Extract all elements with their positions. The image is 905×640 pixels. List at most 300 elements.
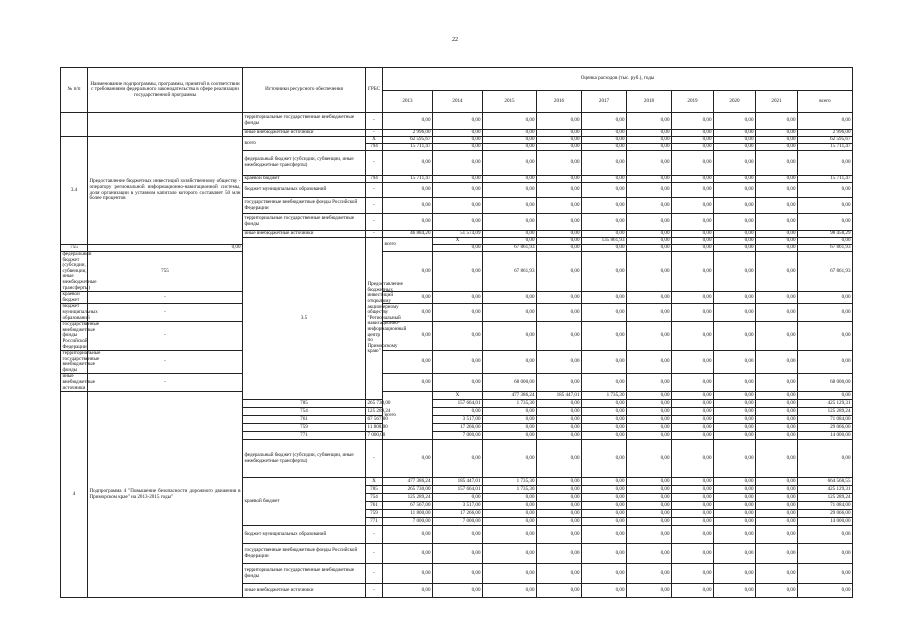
value-cell: 11 800,00 [367,423,388,430]
grbs-cell: X [433,238,483,245]
source-label: государственные внебюджетные фонды Российской Федерации [62,321,100,350]
value-cell: 0,00 [483,198,537,214]
value-cell: 0,00 [483,408,537,416]
row-number [61,113,88,137]
page-number: 22 [452,37,458,43]
value-cell: 0,00 [627,440,672,478]
value-cell: 11 800,00 [383,510,433,518]
value-cell: 0,00 [756,176,798,183]
value-cell: 0,00 [756,245,798,252]
value-cell: 0,00 [714,502,756,510]
table-row [61,322,853,351]
value-cell: 0,00 [582,584,627,598]
value-cell: 17 266,00 [433,510,483,518]
value-cell: 0,00 [672,564,714,584]
value-cell: 0,00 [672,502,714,510]
value-cell: 0,00 [714,416,756,424]
value-cell: 0,00 [383,113,433,130]
value-cell: 0,00 [627,292,672,304]
value-cell: 0,00 [627,510,672,518]
year-header: 2018 [627,91,672,113]
value-cell: 0,00 [627,416,672,424]
value-cell: 0,00 [582,130,627,137]
value-cell: 0,00 [433,151,483,176]
value-cell: 0,00 [627,322,672,351]
total-cell: 71 084,00 [798,502,853,510]
grbs-cell: 785 [366,486,383,494]
value-cell: 0,00 [537,292,582,304]
value-cell: 0,00 [433,137,483,144]
value-cell: 0,00 [714,408,756,416]
value-cell: 0,00 [582,526,627,544]
value-cell: 125 289,24 [383,494,433,502]
total-cell: 0,00 [798,351,853,374]
value-cell: 17 266,00 [433,424,483,432]
value-cell: 0,00 [483,144,537,151]
header-row [61,68,853,91]
value-cell: 67 861,93 [483,245,537,252]
value-cell: 15 711,47 [383,176,433,183]
row-number: 4 [61,392,88,598]
value-cell: 0,00 [714,137,756,144]
grbs-cell: - [366,584,383,598]
value-cell: 0,00 [582,322,627,351]
value-cell: 0,00 [537,564,582,584]
grbs-cell: - [88,322,243,351]
total-cell: 98 458,29 [798,231,853,238]
value-cell: 0,00 [483,544,537,564]
value-cell: 0,00 [582,400,627,408]
value-cell: 1 735,30 [483,400,537,408]
value-cell: 0,00 [483,238,537,245]
value-cell: 0,00 [582,408,627,416]
value-cell: 0,00 [756,322,798,351]
program-name: Предоставление бюджетных инвестиций открытому акционерному обществу "Региональный навигационно-информационный центр по Приморскому краю" [366,238,383,400]
value-cell: 0,00 [537,478,582,486]
table-row [61,292,853,304]
value-cell: 0,00 [483,137,537,144]
grbs-cell: - [366,214,383,231]
value-cell: 0,00 [714,198,756,214]
value-cell: 0,00 [672,238,714,245]
value-cell: 0,00 [627,584,672,598]
value-cell: 0,00 [582,432,627,440]
value-cell: 0,00 [537,416,582,424]
value-cell: 0,00 [714,392,756,400]
value-cell: 0,00 [483,304,537,322]
value-cell: 0,00 [582,176,627,183]
value-cell: 0,00 [627,564,672,584]
value-cell: 0,00 [537,214,582,231]
value-cell: 0,00 [537,198,582,214]
value-cell: 0,00 [672,432,714,440]
value-cell: 0,00 [383,252,433,292]
value-cell: 0,00 [483,292,537,304]
value-cell: 0,00 [627,231,672,238]
value-cell: 0,00 [756,252,798,292]
grbs-cell: 785 [243,400,366,408]
value-cell: 0,00 [756,400,798,408]
value-cell: 0,00 [627,304,672,322]
value-cell: 185 447,01 [537,392,582,400]
total-cell: 14 000,00 [798,432,853,440]
table-row [61,137,853,144]
value-cell: 7 000,00 [383,518,433,526]
value-cell: 0,00 [756,238,798,245]
value-cell: 0,00 [627,424,672,432]
value-cell: 265 730,00 [367,399,391,406]
value-cell: 0,00 [672,113,714,130]
source-label: федеральный бюджет (субсидии, субвенции, иные межбюджетные трансферты) [243,440,366,478]
value-cell: 0,00 [714,231,756,238]
source-label: государственные внебюджетные фонды Российской Федерации [243,198,366,214]
value-cell: 7 000,00 [367,431,386,438]
grbs-cell: 771 [243,432,366,440]
value-cell: 0,00 [756,113,798,130]
value-cell: 477 386,24 [483,392,537,400]
source-label: всего [383,238,433,252]
total-cell: 664 568,55 [798,478,853,486]
value-cell: 7 000,00 [433,518,483,526]
value-cell: 0,00 [756,486,798,494]
value-cell: 0,00 [537,252,582,292]
value-cell: 0,00 [582,214,627,231]
value-cell: 0,00 [672,176,714,183]
value-cell: 0,00 [714,510,756,518]
value-cell: 0,00 [714,238,756,245]
value-cell: 0,00 [672,214,714,231]
value-cell: 0,00 [756,151,798,176]
value-cell: 67 567,00 [383,502,433,510]
value-cell: 0,00 [627,502,672,510]
value-cell: 0,00 [714,130,756,137]
value-cell: 0,00 [483,113,537,130]
value-cell: 0,00 [582,544,627,564]
value-cell: 0,00 [672,518,714,526]
value-cell: 0,00 [483,424,537,432]
value-cell: 0,00 [537,544,582,564]
value-cell: 0,00 [627,252,672,292]
value-cell: 0,00 [627,494,672,502]
value-cell: 0,00 [433,292,483,304]
value-cell: 0,00 [756,144,798,151]
grbs-cell: - [366,183,383,198]
year-header: 2017 [582,91,627,113]
total-cell: 0,00 [798,214,853,231]
value-cell: 0,00 [756,510,798,518]
value-cell: 0,00 [627,176,672,183]
value-cell: 0,00 [714,526,756,544]
value-cell: 0,00 [383,564,433,584]
value-cell: 0,00 [483,526,537,544]
value-cell: 0,00 [433,183,483,198]
value-cell: 0,00 [714,440,756,478]
value-cell: 0,00 [383,292,433,304]
value-cell: 0,00 [672,322,714,351]
row-number: 3.5 [243,238,366,400]
value-cell: 0,00 [537,400,582,408]
col-num-header: № п/п [61,68,88,113]
value-cell: 68 000,00 [483,374,537,392]
value-cell: 0,00 [627,408,672,416]
year-header: 2015 [483,91,537,113]
value-cell: 1 735,30 [483,478,537,486]
value-cell: 0,00 [433,544,483,564]
total-cell: 425 129,31 [798,486,853,494]
value-cell: 0,00 [537,176,582,183]
year-header: 2020 [714,91,756,113]
value-cell: 0,00 [756,392,798,400]
grbs-cell: - [88,304,243,322]
value-cell: 0,00 [433,198,483,214]
value-cell: 0,00 [672,478,714,486]
value-cell: 157 664,01 [433,400,483,408]
value-cell: 0,00 [627,137,672,144]
value-cell: 0,00 [537,432,582,440]
value-cell: 0,00 [756,351,798,374]
value-cell: 0,00 [672,304,714,322]
value-cell: 265 730,00 [383,486,433,494]
total-cell: 15 711,47 [798,144,853,151]
value-cell: 0,00 [383,214,433,231]
source-label: иные внебюджетные источники [243,130,366,137]
source-label: иные внебюджетные источники [243,231,366,238]
value-cell: 0,00 [756,502,798,510]
total-cell: 0,00 [798,292,853,304]
value-cell: 0,00 [714,144,756,151]
grbs-cell: X [366,478,383,486]
year-header: 2016 [537,91,582,113]
expenditure-table [60,67,853,598]
value-cell: 0,00 [483,502,537,510]
value-cell: 0,00 [756,408,798,416]
program-name [88,113,243,137]
value-cell: 0,00 [672,486,714,494]
value-cell: 0,00 [433,113,483,130]
value-cell: 0,00 [582,351,627,374]
grbs-cell: 754 [366,494,383,502]
total-cell: 0,00 [798,322,853,351]
value-cell: 0,00 [483,440,537,478]
value-cell: 0,00 [483,584,537,598]
value-cell: 0,00 [433,245,483,252]
total-cell: 68 000,00 [798,374,853,392]
value-cell: 0,00 [672,252,714,292]
source-label: краевой бюджет [61,292,88,304]
source-label: государственные внебюджетные фонды Российской Федерации [243,544,366,564]
value-cell: 157 664,01 [433,486,483,494]
value-cell: 0,00 [756,198,798,214]
value-cell: 7 000,00 [433,432,483,440]
value-cell: 0,00 [483,564,537,584]
value-cell: 0,00 [756,214,798,231]
source-label: территориальные государственные внебюджетные фонды [243,564,366,584]
table-row [61,113,853,130]
grbs-cell: X [366,137,383,144]
source-label: всего [383,392,433,440]
total-cell: 425 129,31 [798,400,853,408]
source-label: бюджет муниципальных образований [62,303,98,321]
value-cell: 0,00 [582,424,627,432]
total-cell: 0,00 [798,440,853,478]
grbs-cell: - [366,526,383,544]
total-cell: 0,00 [798,113,853,130]
value-cell: 0,00 [582,144,627,151]
value-cell: 0,00 [582,252,627,292]
value-cell: 0,00 [537,130,582,137]
value-cell: 0,00 [714,494,756,502]
col-name-header: Наименование подпрограммы, программы, принятой в соответствии с требованиями федерального законодательства в сфере реализации государственной программы [88,68,243,113]
table-row [61,304,853,322]
value-cell: 0,00 [714,374,756,392]
value-cell: 46 884,20 [383,231,433,238]
value-cell: 0,00 [537,526,582,544]
value-cell: 0,00 [582,416,627,424]
value-cell: 3 517,00 [433,502,483,510]
value-cell: 0,00 [383,183,433,198]
total-cell: 0,00 [798,304,853,322]
value-cell: 0,00 [537,304,582,322]
value-cell: 0,00 [433,526,483,544]
value-cell: 0,00 [714,400,756,408]
value-cell: 125 289,24 [367,407,391,414]
value-cell: 0,00 [433,144,483,151]
value-cell: 0,00 [756,137,798,144]
value-cell: 0,00 [627,432,672,440]
value-cell: 0,00 [756,478,798,486]
value-cell: 0,00 [714,245,756,252]
grbs-cell: - [366,544,383,564]
value-cell: 0,00 [433,130,483,137]
source-label: федеральный бюджет (субсидии, субвенции, иные межбюджетные трансферты) [62,251,97,291]
value-cell: 0,00 [483,432,537,440]
table-row [61,351,853,374]
row-number: 3.4 [61,137,88,245]
total-cell: 0,00 [798,544,853,564]
source-label: федеральный бюджет (субсидии, субвенции, иные межбюджетные трансферты) [243,151,366,176]
value-cell: 0,00 [582,113,627,130]
value-cell: 0,00 [383,198,433,214]
value-cell: 0,00 [483,494,537,502]
value-cell: 0,00 [714,252,756,292]
table-row [61,374,853,392]
value-cell: 0,00 [756,231,798,238]
grbs-cell: - [366,113,383,130]
value-cell: 0,00 [672,292,714,304]
total-cell: 71 084,00 [798,416,853,424]
value-cell: 0,00 [756,526,798,544]
value-cell: 0,00 [627,486,672,494]
total-cell: 67 861,93 [798,252,853,292]
value-cell: 0,00 [537,351,582,374]
value-cell: 0,00 [714,584,756,598]
total-cell: 67 861,93 [798,245,853,252]
value-cell: 477 386,24 [383,478,433,486]
value-cell: 0,00 [714,292,756,304]
value-cell: 0,00 [627,198,672,214]
value-cell: 0,00 [756,183,798,198]
total-cell: 29 066,00 [798,510,853,518]
year-header: 2014 [433,91,483,113]
year-header: 2019 [672,91,714,113]
value-cell: 0,00 [714,113,756,130]
total-cell: 0,00 [798,564,853,584]
source-label: территориальные государственные внебюджетные фонды [243,214,366,231]
grbs-cell: - [88,374,243,392]
grbs-cell: 755 [61,245,88,252]
value-cell: 0,00 [537,518,582,526]
grbs-cell: 759 [366,510,383,518]
value-cell: 0,00 [483,176,537,183]
value-cell: 0,00 [433,214,483,231]
value-cell: 0,00 [672,416,714,424]
source-label: всего [243,137,366,151]
grbs-cell: 761 [366,502,383,510]
value-cell: 0,00 [582,151,627,176]
grbs-cell: 761 [243,416,366,424]
grbs-cell: 759 [243,424,366,432]
value-cell: 0,00 [672,440,714,478]
table-row [61,245,853,252]
value-cell: 0,00 [627,238,672,245]
value-cell: 0,00 [756,518,798,526]
value-cell: 0,00 [582,478,627,486]
value-cell: 0,00 [756,304,798,322]
grbs-cell: - [366,198,383,214]
program-name: Предоставление бюджетных инвестиций хозяйственному обществу - оператору региональной информационно-навигационной системы, доля организации в уставном капитале которого составляет 50 млн более процентов [88,137,243,245]
value-cell: 0,00 [383,544,433,564]
grbs-cell: 794 [366,176,383,183]
value-cell: 0,00 [537,494,582,502]
value-cell: 0,00 [383,374,433,392]
grbs-cell: 754 [243,408,366,416]
value-cell: 0,00 [582,231,627,238]
value-cell: 0,00 [798,392,853,400]
value-cell: 0,00 [537,424,582,432]
value-cell: 0,00 [433,374,483,392]
value-cell: 0,00 [433,408,483,416]
source-label: краевой бюджет [243,478,366,526]
value-cell: 0,00 [582,137,627,144]
value-cell: 0,00 [714,432,756,440]
value-cell: 0,00 [627,526,672,544]
year-header: всего [798,91,853,113]
value-cell: 0,00 [714,151,756,176]
value-cell: 0,00 [537,322,582,351]
grbs-cell: 755 [88,252,243,292]
value-cell: 0,00 [714,564,756,584]
total-cell: 29 066,00 [798,424,853,432]
grbs-cell: - [366,151,383,176]
value-cell: 0,00 [756,130,798,137]
value-cell: 0,00 [627,183,672,198]
value-cell: 0,00 [627,392,672,400]
grbs-cell: X [433,392,483,400]
value-cell: 0,00 [88,245,243,252]
value-cell: 0,00 [582,564,627,584]
value-cell: 0,00 [672,351,714,374]
col-estimate-header: Оценка расходов (тыс. руб.), годы [383,68,853,91]
source-label: краевой бюджет [243,176,366,183]
table-row [61,252,853,292]
value-cell: 0,00 [756,424,798,432]
value-cell: 0,00 [537,245,582,252]
value-cell: 0,00 [756,440,798,478]
value-cell: 0,00 [582,245,627,252]
value-cell: 0,00 [537,584,582,598]
col-source-header: Источники ресурсного обеспечения [243,68,366,113]
value-cell: 0,00 [627,374,672,392]
